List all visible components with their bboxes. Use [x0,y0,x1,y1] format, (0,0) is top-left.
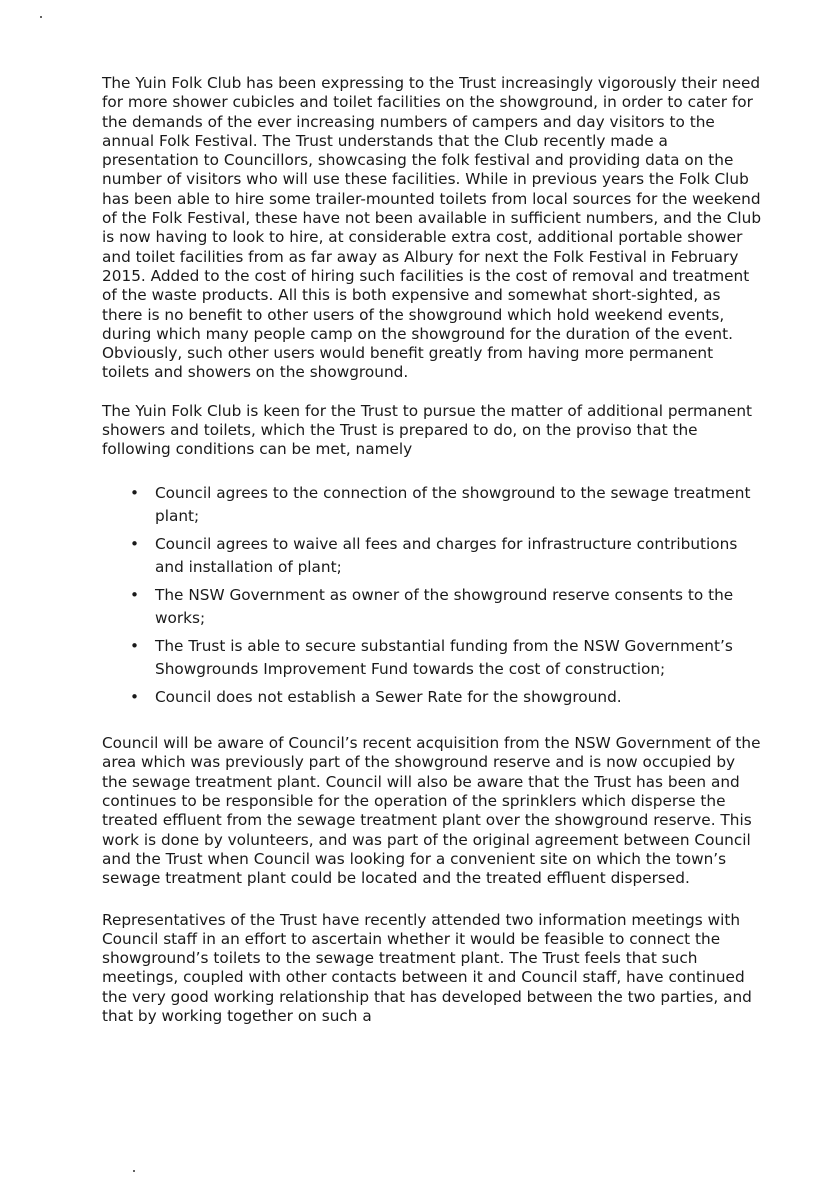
condition-text: The Trust is able to secure substantial funding from the NSW Government’s Showgrounds Improvement Fund towards the cost of construction; [155,636,733,679]
scan-speck [40,16,42,18]
condition-text: Council agrees to the connection of the showground to the sewage treatment plant; [155,483,751,526]
paragraph-meetings: Representatives of the Trust have recently attended two information meetings with Council staff in an effort to ascertain whether it would be feasible to connect the showground’s toilets to the sewage treatment plant. The Trust feels that such meetings, coupled with other contacts between it and Council staff, have continued the very good working relationship that has developed between the two parties, and that by working together on such a [102,910,752,1025]
bullet-icon: • [130,585,140,604]
scan-speck [133,1170,135,1172]
list-item [102,584,762,631]
paragraph-conditions-intro: The Yuin Folk Club is keen for the Trust to pursue the matter of additional permanent showers and toilets, which the Trust is prepared to do, on the proviso that the following conditions can be met, namely [102,401,753,459]
bullet-icon: • [130,483,140,502]
bullet-icon: • [130,687,140,706]
list-item [102,533,762,580]
bullet-icon: • [130,636,140,655]
condition-text: The NSW Government as owner of the showground reserve consents to the works; [155,585,734,628]
list-item [102,686,762,710]
list-item [102,482,762,529]
condition-text: Council does not establish a Sewer Rate for the showground. [155,687,622,706]
document-body [102,74,762,1045]
bullet-icon: • [130,534,140,553]
conditions-list [102,482,762,710]
list-item [102,635,762,682]
paragraph-acquisition: Council will be aware of Council’s recent acquisition from the NSW Government of the area which was previously part of the showground reserve and is now occupied by the sewage treatment plant. Council will also be aware that the Trust has been and continues to be responsible for the operation of the sprinklers which disperse the treated effluent from the sewage treatment plant over the showground reserve. This work is done by volunteers, and was part of the original agreement between Council and the Trust when Council was looking for a convenient site on which the town’s sewage treatment plant could be located and the treated effluent dispersed. [102,734,761,888]
paragraph-folk-club-needs: The Yuin Folk Club has been expressing to the Trust increasingly vigorously their need for more shower cubicles and toilet facilities on the showground, in order to cater for the demands of the ever increasing numbers of campers and day visitors to the annual Folk Festival. The Trust understands that the Club recently made a presentation to Councillors, showcasing the folk festival and providing data on the number of visitors who will use these facilities. While in previous years the Folk Club has been able to hire some trailer-mounted toilets from local sources for the weekend of the Folk Festival, these have not been available in sufficient numbers, and the Club is now having to look to hire, at considerable extra cost, additional portable shower and toilet facilities from as far away as Albury for next the Folk Festival in February 2015. Added to the cost of hiring such facilities is the cost of removal and treatment of the waste products. All this is both expensive and somewhat short-sighted, as there is no benefit to other users of the showground which hold weekend events, during which many people camp on the showground for the duration of the event. Obviously, such other users would benefit greatly from having more permanent toilets and showers on the showground. [102,74,762,382]
condition-text: Council agrees to waive all fees and charges for infrastructure contributions and installation of plant; [155,534,738,577]
